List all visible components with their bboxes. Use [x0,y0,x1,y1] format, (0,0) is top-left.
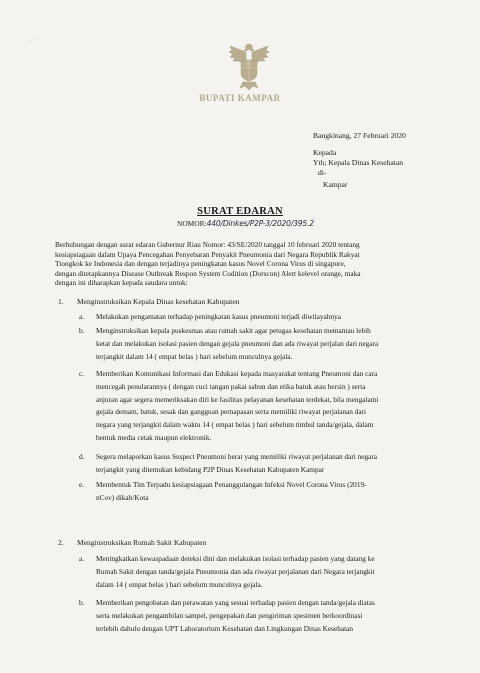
item-label: b. [79,326,85,335]
letter-number-handwritten: 440/Dinkes/P2P-3/2020/395.2 [206,219,314,228]
item-line: serta melakukan pengambilan sampel, pengepakan dan pengiriman spesimen berkoordinasi [96,610,363,620]
item-line: terlebih dahulu dengan UPT Laboratorium Kesehatan dan Lingkungan Dinas Kesehatan [96,623,354,633]
item-line: Rumah Sakit dengan tanda/gejala Pneumonia dan ada riwayat perjalanan dari Negara terjangkit [96,566,375,576]
intro-line: dengan ditetapkannya Disease Outbreak Respon System Codition (Dorscon) Alert kelevel orange, maka [55,268,361,278]
item-label: a. [79,312,85,321]
letter-number-label: NOMOR: [177,219,207,228]
recipient-place: Kampar [323,180,348,189]
item-line: nCov) dikab/Kota [96,492,149,502]
recipient-kepada: Kepada [313,148,337,157]
item-label: c. [79,369,85,378]
recipient-yth: Yth; Kepala Dinas Kesehatan [313,158,404,167]
item-line: mencegah penularannya ( dengan cuci tangan pakai sabun dan etika batuk atau bersin ) serta [96,381,366,391]
item-line: dalam 14 ( empat belas ) hari sebelum munculnya gejala. [96,579,263,589]
item-line: negara yang terjangkit dalam waktu 14 ( empat belas ) hari sebelum timbul tanda/gejala, dalam [96,420,374,430]
item-line: terjangkit yang ditemukan kebidang P2P Dinas Kesehatan Kabupaten Kampar [96,464,325,474]
letter-number [177,219,314,228]
letter-title: SURAT EDARAN [197,206,283,217]
recipient-di: di- [318,168,327,177]
item-line: Segera melaporkan kasus Suspect Pneumoni berat yang memiliki riwayat perjalanan dari negara [96,452,378,461]
section-title: Menginstruksikan Kepala Dinas kesehatan Kabupaten [77,297,240,306]
scan-speck: ·´ [28,38,34,47]
item-label: e. [79,480,85,489]
letterhead-office: BUPATI KAMPAR [199,93,281,103]
item-line: Membentuk Tim Terpadu kesiapsiagaan Penanggulangan Infeksi Novel Corona Virus (2019- [96,480,367,489]
item-label: d. [79,452,85,461]
item-line: bentuk media cetak maupun elektronik. [96,432,212,442]
item-line: ketat dan melakukan isolasi pasien dengan gejala pneumoni dan ada riwayat perjalan dari negara [96,338,379,348]
item-label: b. [79,598,85,607]
item-line: Melakukan pengamatan terhadap peningkatan kasus pneumoni terjadi diwilayahnya [96,312,341,321]
item-line: gejala demam, batuk, sesak dan gangguan pernapasan serta memiliki riwayat perjalanan dari [96,407,367,417]
item-line: Menginstruksikan kepala puskesmas atau rumah sakit agar petugas kesehatan memantau lebih [96,326,371,335]
intro-paragraph [55,240,463,288]
section-number: 1. [58,297,64,306]
item-line: terjangkit dalam 14 ( empat belas ) hari sebelum munculnya gejala. [96,351,293,361]
letter-date: Bangkinang, 27 Februari 2020 [313,131,406,140]
item-label: a. [79,554,85,563]
section-number: 2. [58,538,64,547]
item-line: Meningkatkan kewaspadaan deteksi dini dan melakukan isolasi terhadap pasien yang datang ke [96,554,375,563]
section-title: Menginstruksikan Rumah Sakit Kabupaten [77,538,207,547]
item-line: Memberikan pengobatan dan perawatan yang sesuai terhadap pasien dengan tanda/gejala diatas [96,598,375,607]
item-line: Memberikan Komunikasi Informasi dan Edukasi kepada masyarakat tentang Pneumoni dan cara [96,369,378,378]
garuda-emblem-icon [226,40,272,92]
intro-line: kesiapsiagaan dalam Upaya Pencegahan Penyebaran Penyakit Pneumonia dari Negara Republik Rakyat [55,249,360,259]
intro-line: Tiongkok ke Indonesia dan dengan terjadinya peningkatan kasus Novel Corona Virus di singapure, [55,259,346,268]
intro-line: Berhubungan dengan surat edaran Gubernur Riau Nomor: 43/SE/2020 tanggal 10 februari 2020 tentang [55,240,360,249]
item-line: anjuran agar segera memeriksakan diri ke fasilitas pelayanan kesehatan terdekat, bila mengalami [96,394,379,404]
intro-line: dengan ini diharapkan kepada saudara untuk: [55,278,188,287]
